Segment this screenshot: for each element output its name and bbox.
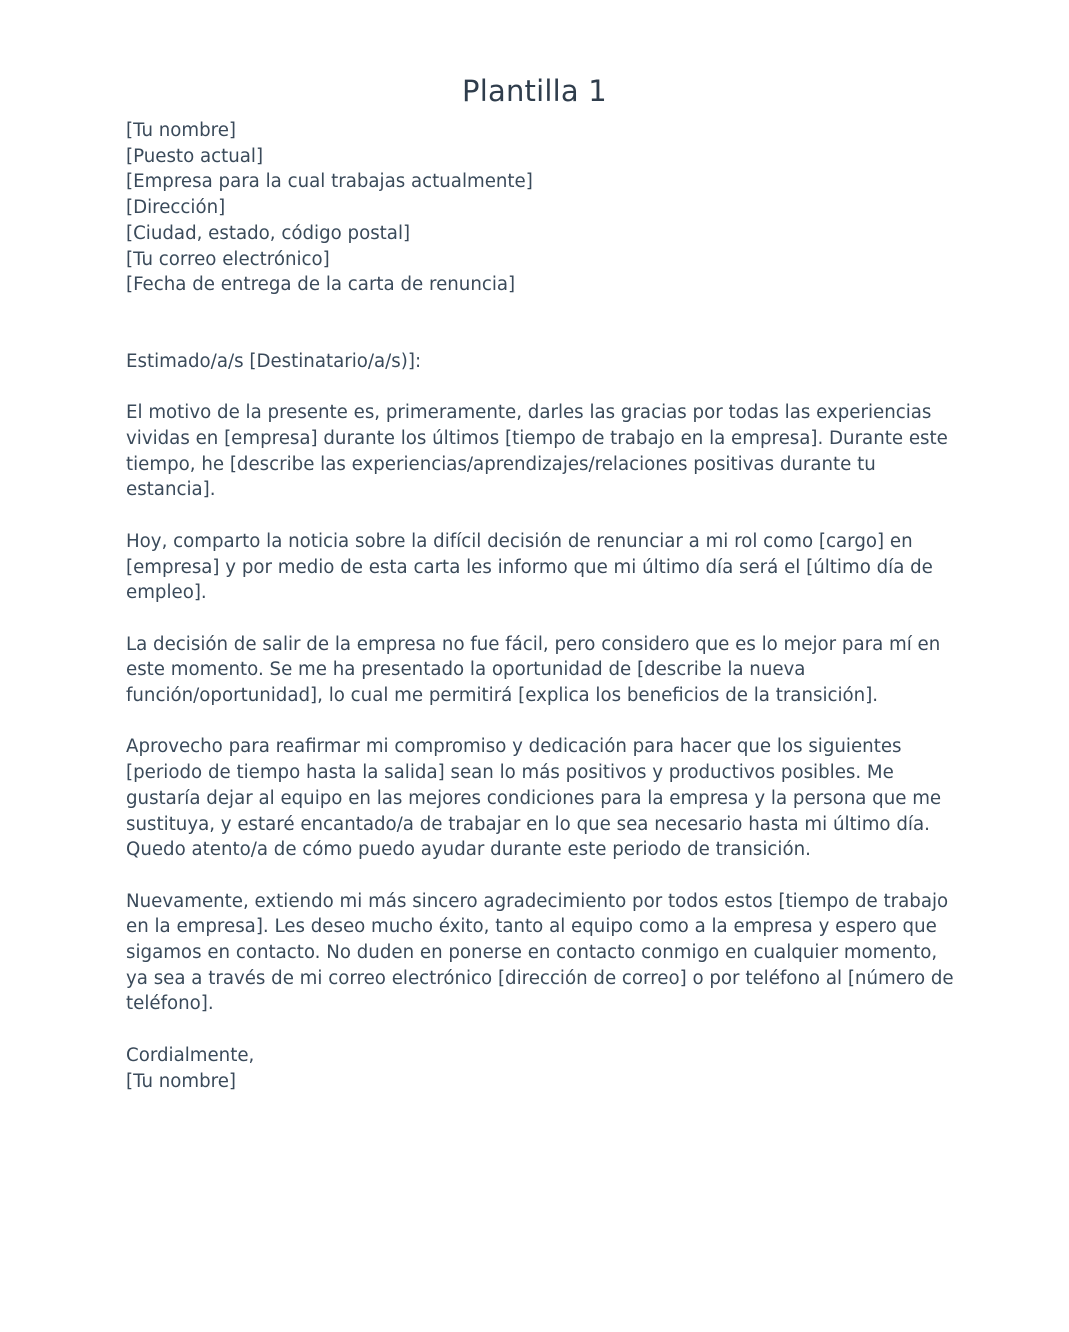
signature: [Tu nombre]: [126, 1070, 237, 1092]
sender-company: [Empresa para la cual trabajas actualmente]: [126, 171, 533, 193]
spacer: [126, 375, 956, 401]
sender-address: [Dirección]: [126, 197, 226, 219]
sender-name: [Tu nombre]: [126, 120, 237, 141]
spacer: [126, 298, 956, 349]
spacer: [126, 606, 956, 632]
paragraph-3: La decisión de salir de la empresa no fue fácil, pero considero que es lo mejor para mí en este momento. Se me ha presentado la oportunidad de [describe la nueva función/oportunidad], lo cual me permitirá [explica los beneficios de la transición].: [126, 633, 941, 707]
spacer: [126, 503, 956, 529]
sender-position: [Puesto actual]: [126, 145, 264, 167]
closing-block: [126, 1043, 956, 1094]
spacer: [126, 1017, 956, 1043]
spacer: [126, 863, 956, 889]
paragraph-2: Hoy, comparto la noticia sobre la difícil decisión de renunciar a mi rol como [cargo] en [empresa] y por medio de esta carta les informo que mi último día será el [último día de empleo].: [126, 530, 933, 604]
sender-email: [Tu correo electrónico]: [126, 248, 330, 270]
spacer: [126, 709, 956, 735]
closing: Cordialmente,: [126, 1044, 255, 1066]
paragraph-5: Nuevamente, extiendo mi más sincero agradecimiento por todos estos [tiempo de trabajo en la empresa]. Les deseo mucho éxito, tanto al equipo como a la empresa y espero que sigamos en contacto. No duden en ponerse en contacto conmigo en cualquier momento, ya sea a través de mi correo electrónico [dirección de correo] o por teléfono al [número de teléfono].: [126, 890, 954, 1015]
salutation: Estimado/a/s [Destinatario/a/s)]:: [126, 350, 422, 372]
sender-city: [Ciudad, estado, código postal]: [126, 222, 411, 244]
sender-date: [Fecha de entrega de la carta de renuncia]: [126, 274, 516, 296]
paragraph-4: Aprovecho para reafirmar mi compromiso y dedicación para hacer que los siguientes [periodo de tiempo hasta la salida] sean lo más positivos y productivos posibles. Me gustaría dejar al equipo en las mejores condiciones para la empresa y la persona que me sustituya, y estaré encantado/a de trabajar en lo que sea necesario hasta mi último día. Quedo atento/a de cómo puedo ayudar durante este periodo de transición.: [126, 736, 942, 861]
sender-block: [126, 118, 956, 298]
letter-body: [126, 118, 956, 1094]
paragraph-1: El motivo de la presente es, primeramente, darles las gracias por todas las experiencias vividas en [empresa] durante los últimos [tiempo de trabajo en la empresa]. Durante este tiempo, he [describe las experiencias/aprendizajes/relaciones positivas durante tu estancia].: [126, 402, 948, 501]
document-title: Plantilla 1: [462, 74, 607, 108]
